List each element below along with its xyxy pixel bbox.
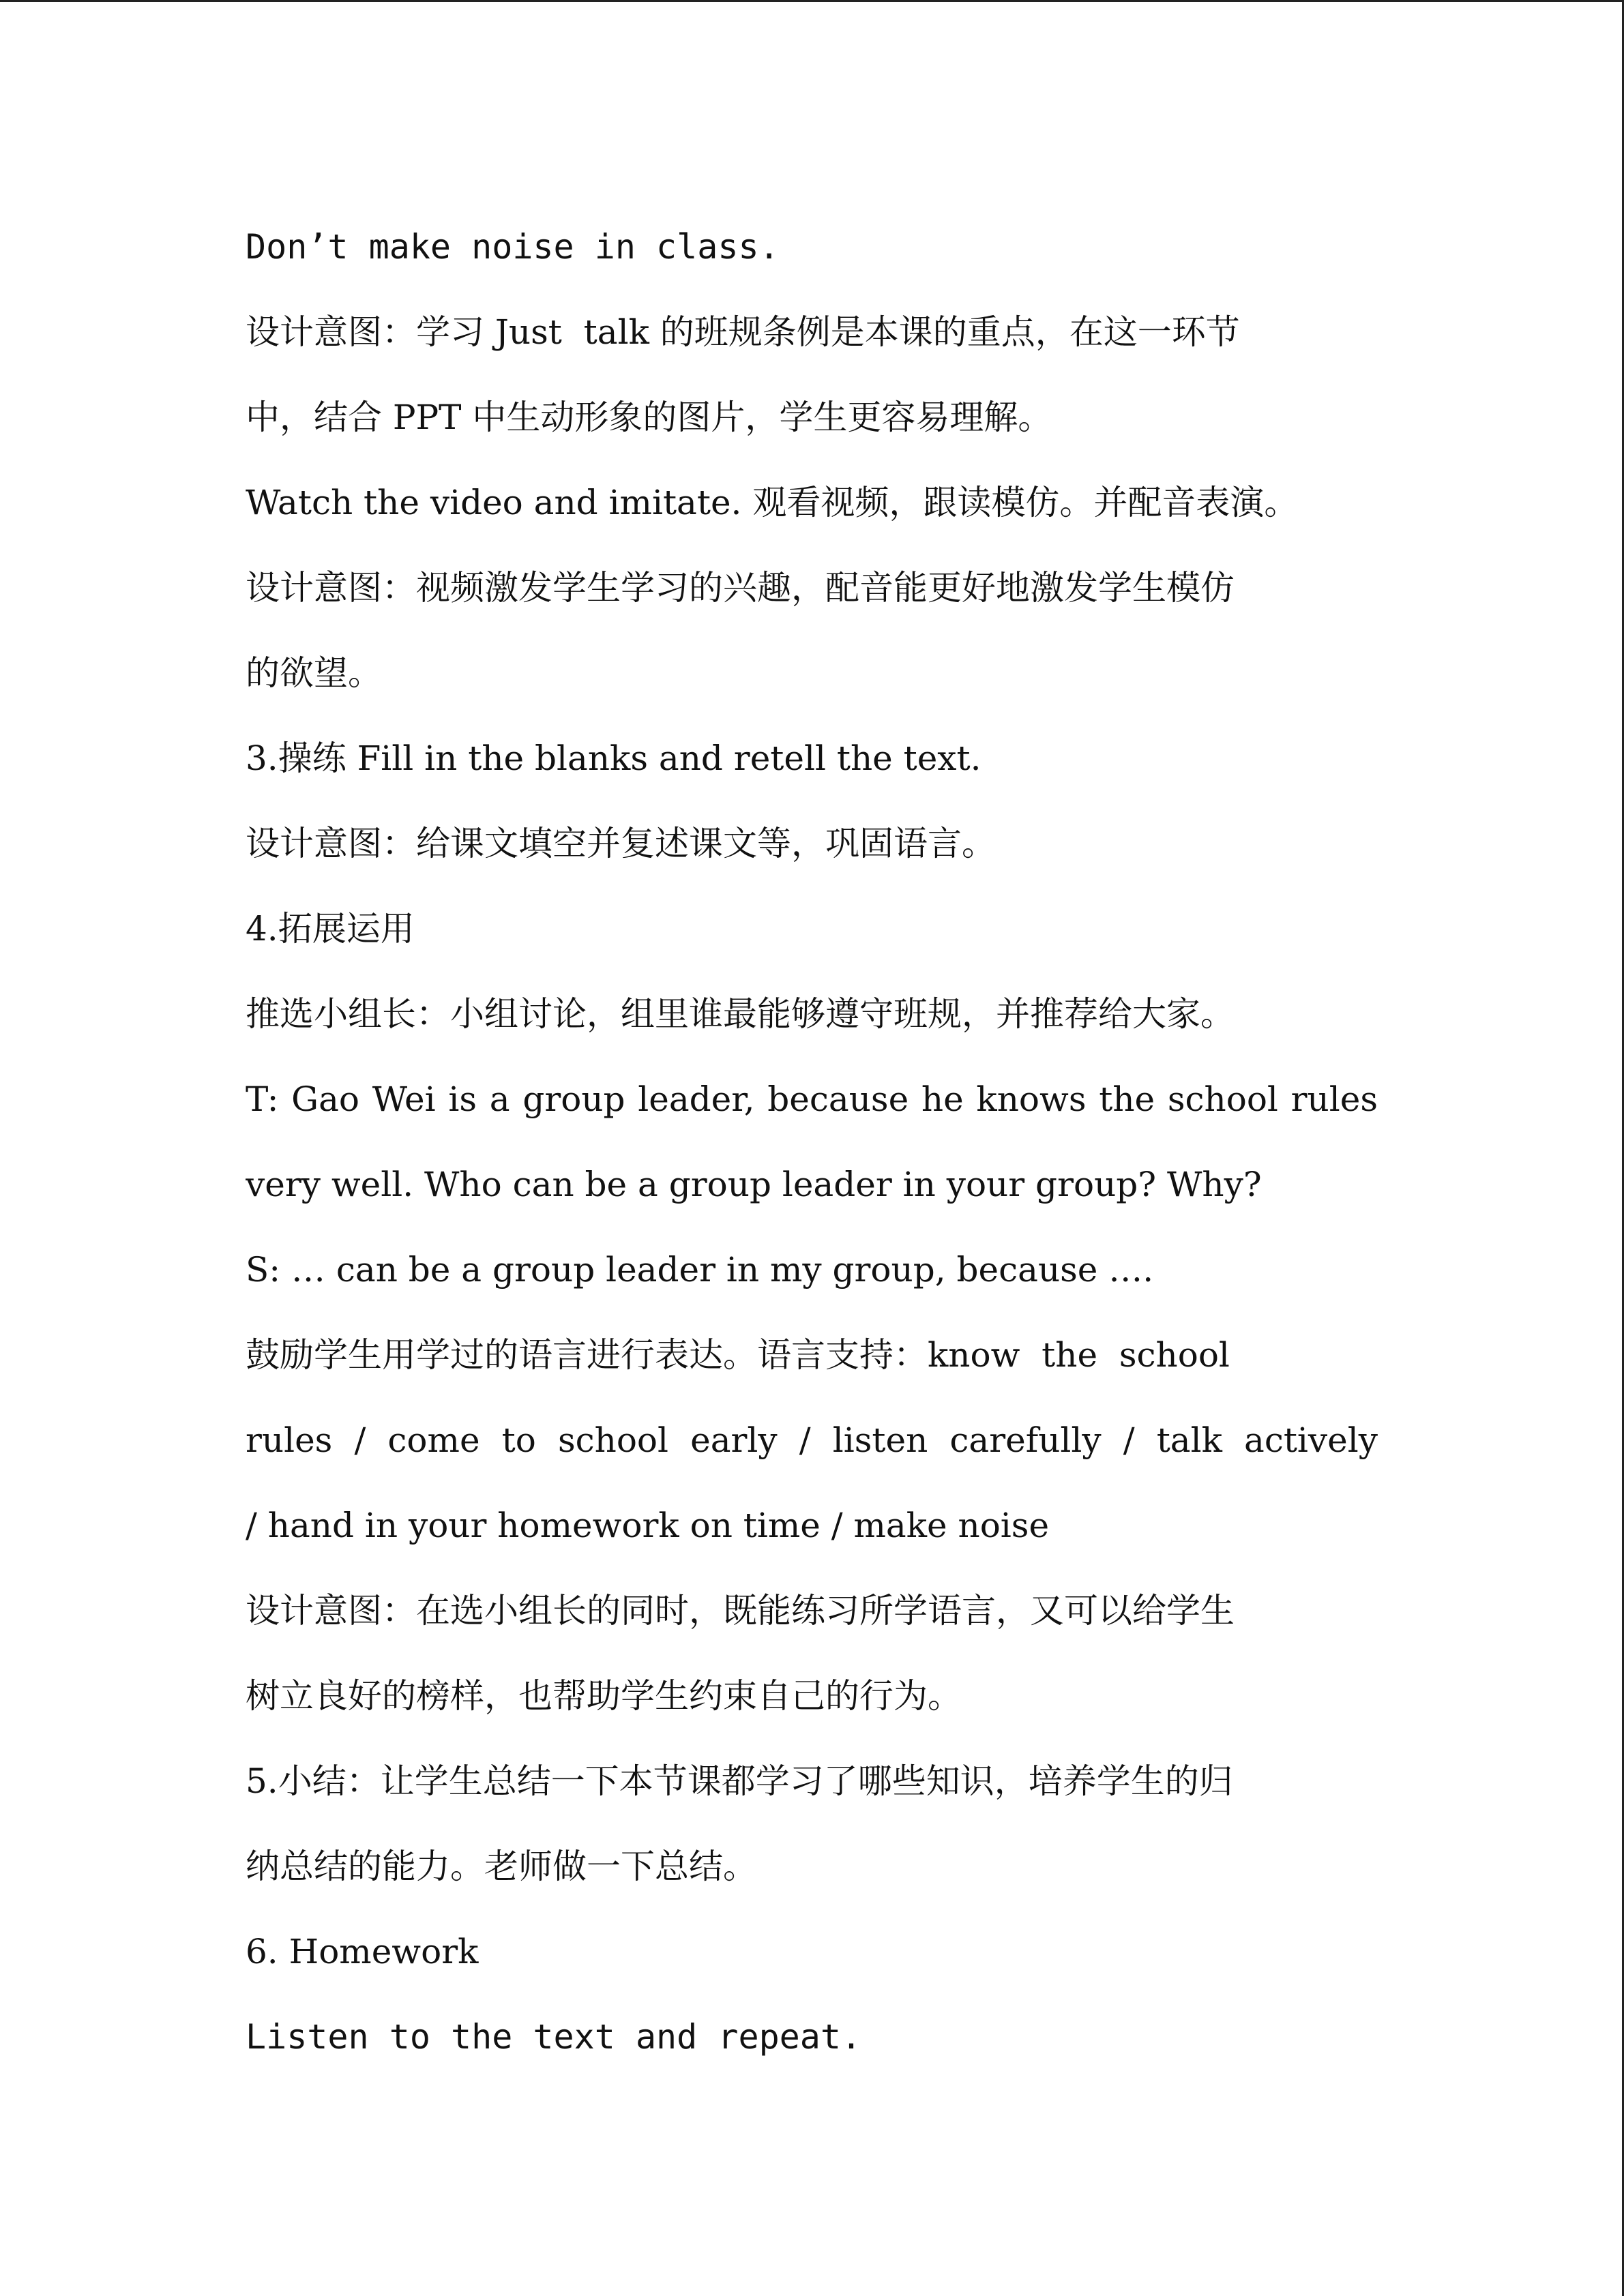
text-line-summary: 5.小结：让学生总结一下本节课都学习了哪些知识，培养学生的归 bbox=[246, 1761, 1233, 1801]
text-line-practice: 3.操练 Fill in the blanks and retell the text. bbox=[246, 739, 981, 778]
text-line-design-intent-4: 设计意图：在选小组长的同时，既能练习所学语言，又可以给学生 bbox=[246, 1591, 1235, 1630]
text-line-teacher-dialogue-cont: very well. Who can be a group leader in your group? Why? bbox=[246, 1165, 1262, 1204]
text-line-design-intent-2-cont: 的欲望。 bbox=[246, 653, 382, 693]
text-line-select-leader: 推选小组长：小组讨论，组里谁最能够遵守班规，并推荐给大家。 bbox=[246, 994, 1235, 1034]
text-line-language-support-cont-1: rules / come to school early / listen carefully / talk actively bbox=[246, 1420, 1378, 1460]
text-line-homework-heading: 6. Homework bbox=[246, 1932, 479, 1971]
text-line-design-intent-4-cont: 树立良好的榜样，也帮助学生约束自己的行为。 bbox=[246, 1676, 962, 1716]
text-line-language-support: 鼓励学生用学过的语言进行表达。语言支持：know the school bbox=[246, 1335, 1230, 1375]
text-line-rule: Don’t make noise in class. bbox=[246, 227, 780, 267]
text-line-student-dialogue: S: … can be a group leader in my group, because …. bbox=[246, 1250, 1154, 1289]
text-line-watch-video: Watch the video and imitate. 观看视频，跟读模仿。并配音表演。 bbox=[246, 483, 1299, 522]
document-body bbox=[246, 205, 1378, 2080]
page-top-border bbox=[0, 0, 1624, 2]
text-line-design-intent-2: 设计意图：视频激发学生学习的兴趣，配音能更好地激发学生模仿 bbox=[246, 568, 1235, 608]
text-line-language-support-cont-2: / hand in your homework on time / make noise bbox=[246, 1506, 1050, 1545]
text-line-teacher-dialogue: T: Gao Wei is a group leader, because he knows the school rules bbox=[246, 1079, 1378, 1119]
text-line-design-intent-3: 设计意图：给课文填空并复述课文等，巩固语言。 bbox=[246, 824, 996, 863]
text-line-extension-heading: 4.拓展运用 bbox=[246, 909, 415, 949]
text-line-summary-cont: 纳总结的能力。老师做一下总结。 bbox=[246, 1847, 757, 1886]
text-line-design-intent-1: 设计意图：学习 Just talk 的班规条例是本课的重点，在这一环节 bbox=[246, 312, 1240, 352]
text-line-homework-task: Listen to the text and repeat. bbox=[246, 2017, 862, 2057]
text-line-design-intent-1-cont: 中，结合 PPT 中生动形象的图片，学生更容易理解。 bbox=[246, 398, 1052, 437]
